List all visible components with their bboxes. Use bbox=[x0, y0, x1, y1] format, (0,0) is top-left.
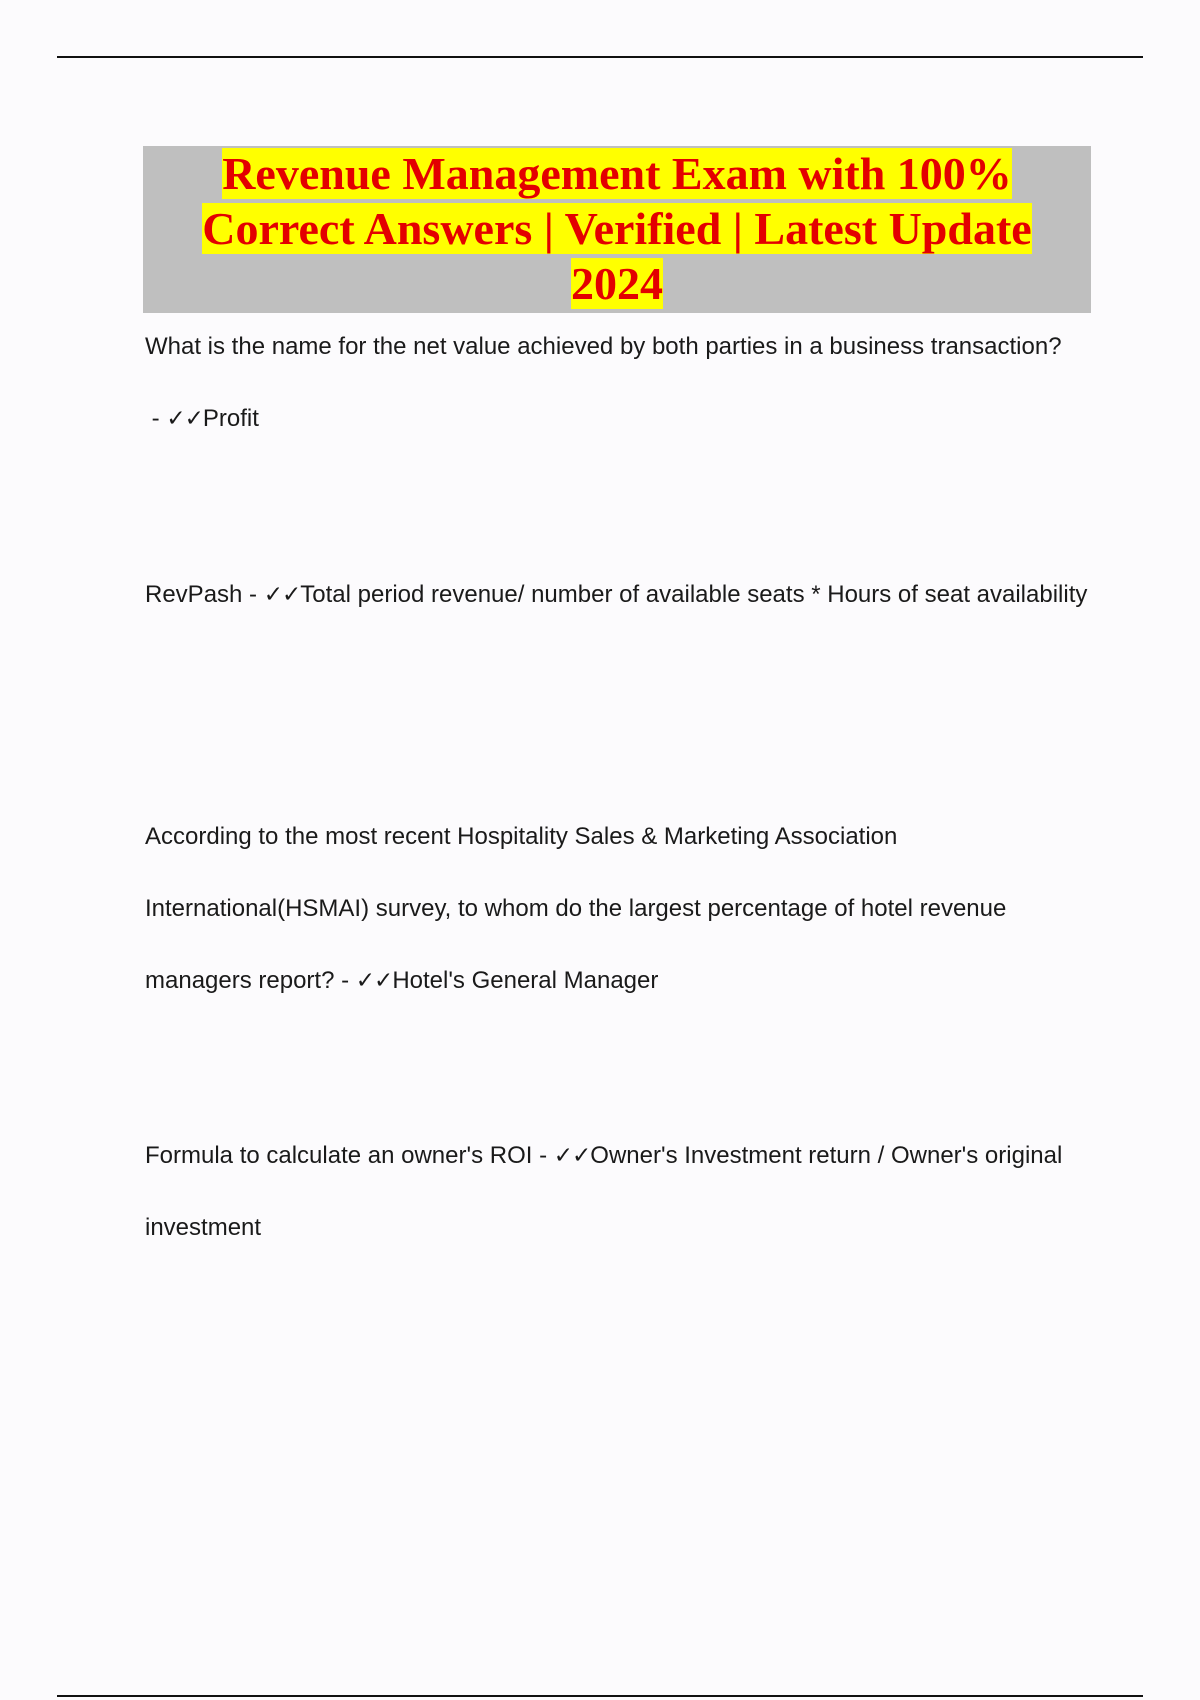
title-line-2: Correct Answers | Verified | Latest Update bbox=[202, 203, 1032, 254]
double-checkmark-icon: ✓✓ bbox=[166, 406, 203, 432]
separator: - bbox=[334, 967, 356, 994]
document-title bbox=[143, 146, 1091, 313]
top-divider bbox=[57, 56, 1143, 58]
separator: - bbox=[242, 581, 264, 608]
title-line-1: Revenue Management Exam with 100% bbox=[222, 148, 1012, 199]
question-text: According to the most recent Hospitality Sales & Marketing Association International(HSMAI) survey, to whom do the largest percentage of hotel revenue managers report? bbox=[145, 823, 1007, 994]
separator: - bbox=[532, 1142, 554, 1169]
double-checkmark-icon: ✓✓ bbox=[553, 1143, 591, 1169]
answer-text: Profit bbox=[202, 405, 259, 432]
answer-text: Owner's Investment return / Owner's original investment bbox=[145, 1142, 1063, 1241]
title-line-3: 2024 bbox=[571, 258, 663, 309]
qa-item bbox=[145, 1120, 1105, 1264]
qa-item bbox=[145, 801, 1105, 1017]
qa-item bbox=[145, 559, 1105, 631]
answer-text: Total period revenue/ number of available seats * Hours of seat availability bbox=[300, 581, 1088, 608]
question-text: Formula to calculate an owner's ROI bbox=[145, 1142, 533, 1169]
answer-text: Hotel's General Manager bbox=[392, 967, 659, 994]
question-text: RevPash bbox=[145, 581, 243, 608]
question-text: What is the name for the net value achieved by both parties in a business transaction? bbox=[145, 333, 1062, 360]
bottom-divider bbox=[57, 1695, 1143, 1697]
double-checkmark-icon: ✓✓ bbox=[263, 582, 301, 608]
separator: - bbox=[145, 405, 167, 432]
qa-item bbox=[145, 311, 1105, 455]
double-checkmark-icon: ✓✓ bbox=[355, 968, 393, 994]
